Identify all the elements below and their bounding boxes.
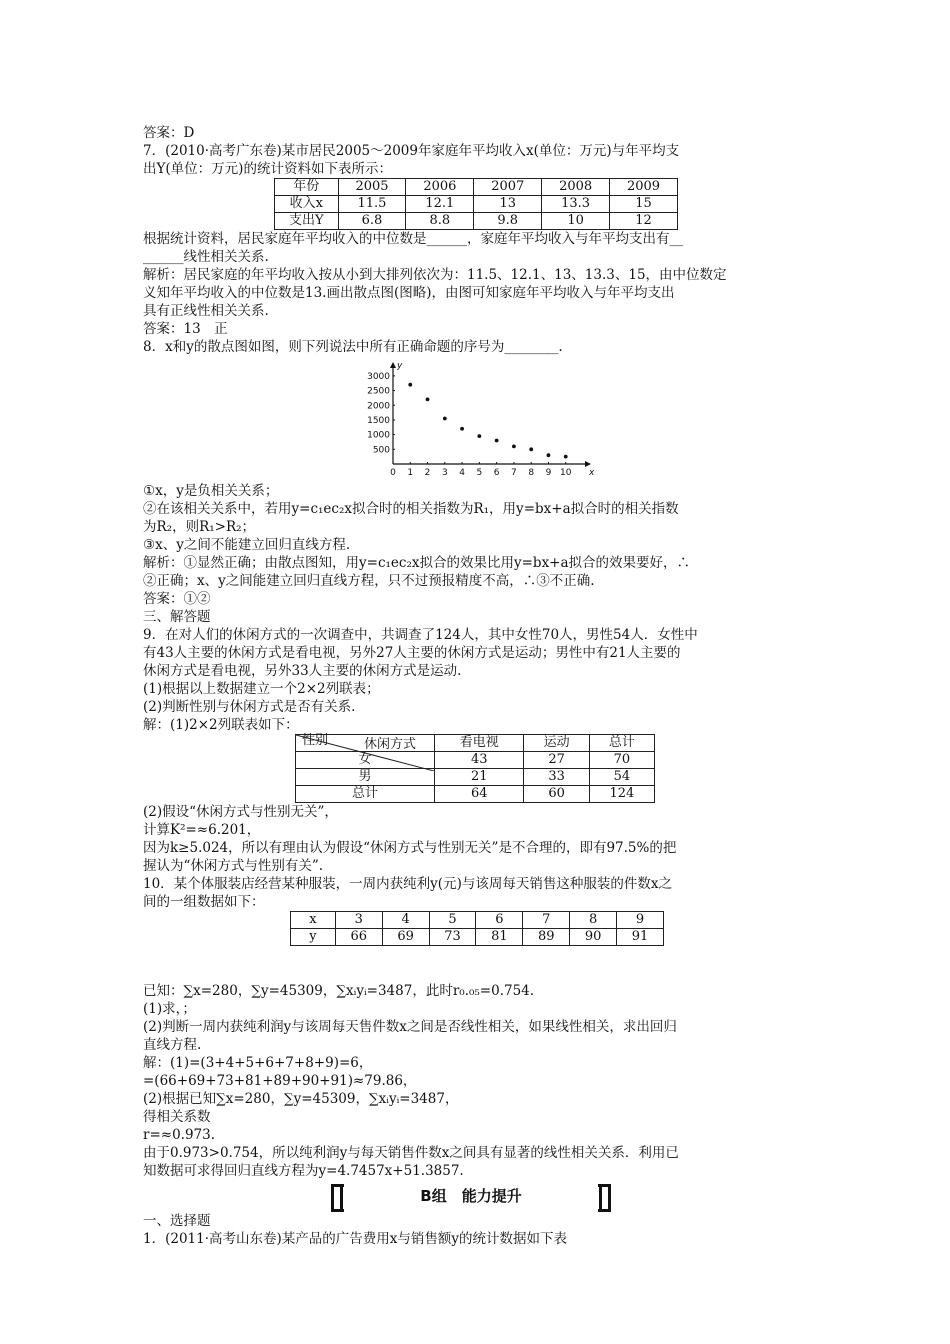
text-line: 得相关系数 (143, 1109, 211, 1125)
scatter-point (460, 427, 464, 431)
text-line: 解析：居民家庭的年平均收入按从小到大排列依次为：11.5、12.1、13、13.3、15，由中位数定 (143, 267, 727, 283)
table-cell: 运动 (524, 735, 589, 752)
table-cell: 8 (570, 912, 617, 929)
x-tick-label: 10 (560, 468, 572, 478)
table-cell: 3 (335, 912, 382, 929)
y-tick-label: 500 (372, 445, 390, 456)
text-line: 知数据可求得回归直线方程为y=4.7457x+51.3857. (143, 1163, 464, 1179)
table-cell: x (291, 912, 336, 929)
scatter-point (443, 417, 447, 421)
scatter-point (547, 453, 551, 457)
table-cell: 8.8 (406, 213, 474, 230)
text-line: 间的一组数据如下： (143, 894, 265, 910)
text-line: (2)判断性别与休闲方式是否有关系. (143, 699, 356, 715)
text-line: 答案：D (143, 125, 195, 141)
x-tick-label: 4 (459, 468, 465, 478)
table-cell: 7 (523, 912, 570, 929)
table-cell: 5 (429, 912, 476, 929)
table-cell: 6 (476, 912, 523, 929)
scatter-point (495, 439, 499, 443)
x-tick-label: 0 (390, 468, 396, 478)
y-tick-label: 1500 (367, 415, 390, 426)
table-cell: 收入x (275, 196, 339, 213)
text-line: ①x，y是负相关关系； (143, 483, 279, 499)
table-cell: 4 (382, 912, 429, 929)
table-cell: 15 (610, 196, 678, 213)
table-cell: 124 (589, 786, 654, 803)
table-cell: 男 (296, 769, 435, 786)
y-axis-label: y (397, 361, 403, 371)
text-line: (2)判断一周内获纯利润y与该周每天售件数x之间是否线性相关，如果线性相关，求出回归 (143, 1019, 677, 1035)
corner-label-bottom: 性别 (302, 733, 329, 748)
text-line: (2)假设“休闲方式与性别无关”， (143, 804, 338, 820)
text-line: 因为k≥5.024，所以有理由认为假设“休闲方式与性别无关”是不合理的，即有97.5%的把 (143, 840, 677, 856)
y-tick-label: 1000 (367, 430, 390, 441)
banner-bracket-left (331, 1184, 344, 1212)
table-cell: 9 (617, 912, 664, 929)
table-cell: 60 (524, 786, 589, 803)
text-line: ③x、y之间不能建立回归直线方程. (143, 537, 351, 553)
text-line: ②在该相关关系中，若用y=c₁ec₂x拟合时的相关指数为R₁，用y=bx+a拟合时的相关指数 (143, 501, 679, 517)
text-line: 1．(2011·高考山东卷)某产品的广告费用x与销售额y的统计数据如下表 (143, 1231, 568, 1247)
x-tick-label: 6 (493, 468, 500, 478)
x-tick-label: 8 (528, 468, 535, 478)
table-cell: 11.5 (338, 196, 406, 213)
table-cell: 69 (382, 929, 429, 946)
text-line: r=≈0.973. (143, 1127, 216, 1143)
table-cell: 看电视 (435, 735, 524, 752)
table-row (275, 213, 678, 230)
text-line: 休闲方式是看电视，另外33人主要的休闲方式是运动. (143, 663, 462, 679)
lines-q9 (143, 803, 811, 911)
x-tick-label: 2 (424, 468, 431, 478)
table-cell: 支出Y (275, 213, 339, 230)
table-cell: 总计 (589, 735, 654, 752)
table-row (291, 929, 664, 946)
x-axis-arrow (585, 461, 591, 467)
table-row (296, 769, 655, 786)
lines-q10 (143, 982, 811, 1180)
table-cell: 91 (617, 929, 664, 946)
text-line: 直线方程. (143, 1037, 202, 1053)
text-line: 具有正线性相关关系. (143, 303, 269, 319)
lines-top (143, 124, 811, 178)
table-cell: 总计 (296, 786, 435, 803)
y-tick-label: 2000 (367, 401, 390, 412)
table-cell: 12.1 (406, 196, 474, 213)
lines-q8 (143, 482, 811, 734)
lines-q7 (143, 230, 811, 356)
y-axis-arrow (390, 362, 396, 368)
table-cell: 年份 (275, 179, 339, 196)
table-cell: 10 (542, 213, 610, 230)
text-line: 10．某个体服装店经营某种服装，一周内获纯利y(元)与该周每天销售这种服装的件数x之 (143, 876, 672, 892)
y-tick-label: 3000 (367, 371, 390, 382)
y-tick-label: 2500 (367, 386, 390, 397)
text-line: 握认为“休闲方式与性别有关”. (143, 858, 324, 874)
text-line: 8．x和y的散点图如图，则下列说法中所有正确命题的序号为________. (143, 339, 563, 355)
banner-bracket-right (598, 1184, 611, 1212)
text-line: 答案：①② (143, 591, 211, 607)
text-line: (2)根据已知∑x=280，∑y=45309，∑xᵢyᵢ=3487， (143, 1091, 459, 1107)
lines-bottom (143, 1212, 811, 1248)
table-row (275, 179, 678, 196)
text-line: 9．在对人们的休闲方式的一次调查中，共调查了124人，其中女性70人，男性54人．女性中 (143, 627, 698, 643)
text-line: 一、选择题 (143, 1213, 211, 1229)
text-line: 由于0.973>0.754，所以纯利润y与每天销售件数x之间具有显著的线性相关关系．利用已 (143, 1145, 679, 1161)
text-line: (1)根据以上数据建立一个2×2列联表； (143, 681, 380, 697)
table-cell: 6.8 (338, 213, 406, 230)
table-cell: 12 (610, 213, 678, 230)
table-cell: 13.3 (542, 196, 610, 213)
table-cell: 54 (589, 769, 654, 786)
table-cell: 70 (589, 752, 654, 769)
table-cell: y (291, 929, 336, 946)
scatter-point (529, 447, 533, 451)
income-expense-table (274, 178, 678, 230)
text-line: 已知：∑x=280，∑y=45309，∑xᵢyᵢ=3487，此时r₀.₀₅=0.754. (143, 983, 535, 999)
text-line: 出Y(单位：万元)的统计资料如下表所示： (143, 161, 392, 177)
table-cell: 2008 (542, 179, 610, 196)
text-line: 三、解答题 (143, 609, 211, 625)
document-page (143, 124, 811, 1248)
table-row (296, 735, 655, 752)
scatter-point (564, 455, 568, 459)
x-axis-label: x (589, 468, 595, 478)
text-line: 有43人主要的休闲方式是看电视，另外27人主要的休闲方式是运动；男性中有21人主要的 (143, 645, 681, 661)
x-tick-label: 3 (441, 468, 448, 478)
spacer (143, 946, 811, 982)
table-cell: 89 (523, 929, 570, 946)
table-cell: 21 (435, 769, 524, 786)
contingency-table (295, 734, 655, 803)
table-cell: 27 (524, 752, 589, 769)
section-banner (331, 1184, 611, 1208)
text-line: 解：(1)=(3+4+5+6+7+8+9)=6， (143, 1055, 373, 1071)
table-cell: 13 (474, 196, 542, 213)
scatter-point (477, 434, 481, 438)
scatter-point (426, 397, 430, 401)
table-cell: 33 (524, 769, 589, 786)
table-row (296, 786, 655, 803)
table-cell: 2007 (474, 179, 542, 196)
text-line: 解：(1)2×2列联表如下： (143, 717, 299, 733)
x-tick-label: 9 (545, 468, 552, 478)
scatter-point (512, 444, 516, 448)
x-tick-label: 7 (511, 468, 517, 478)
text-line: 答案：13 正 (143, 321, 228, 337)
text-line: 义知年平均收入的中位数是13.画出散点图(图略)，由图可知家庭年平均收入与年平均支出 (143, 285, 675, 301)
text-line: 计算K²=≈6.201， (143, 822, 261, 838)
table-cell: 90 (570, 929, 617, 946)
text-line: =(66+69+73+81+89+90+91)≈79.86， (143, 1073, 417, 1089)
table-cell: 女 (296, 752, 435, 769)
table-cell: 2005 (338, 179, 406, 196)
text-line: ②正确；x、y之间能建立回归直线方程，只不过预报精度不高，∴③不正确. (143, 573, 595, 589)
corner-label-top: 休闲方式 (363, 737, 416, 752)
text-line: 根据统计资料，居民家庭年平均收入的中位数是______，家庭年平均收入与年平均支出有__ (143, 231, 683, 247)
diagonal-header-cell (296, 735, 435, 752)
text-line: (1)求，； (143, 1001, 196, 1017)
table-cell: 73 (429, 929, 476, 946)
scatter-svg (355, 360, 595, 480)
table-row (275, 196, 678, 213)
table-cell: 43 (435, 752, 524, 769)
table-cell: 9.8 (474, 213, 542, 230)
scatter-chart (355, 360, 595, 480)
sales-profit-table (290, 911, 664, 946)
table-cell: 66 (335, 929, 382, 946)
scatter-point (408, 383, 412, 387)
banner-title: B组 能力提升 (420, 1187, 522, 1205)
x-tick-label: 1 (407, 468, 414, 478)
table-cell: 81 (476, 929, 523, 946)
table-cell: 2006 (406, 179, 474, 196)
text-line: 7．(2010·高考广东卷)某市居民2005～2009年家庭年平均收入x(单位：万元)与年平均支 (143, 143, 680, 159)
table-cell: 64 (435, 786, 524, 803)
text-line: 为R₂，则R₁>R₂； (143, 519, 256, 535)
text-line: 解析：①显然正确；由散点图知，用y=c₁ec₂x拟合的效果比用y=bx+a拟合的效果要好，∴ (143, 555, 691, 571)
text-line: ______线性相关关系. (143, 249, 269, 265)
table-cell: 2009 (610, 179, 678, 196)
x-tick-label: 5 (476, 468, 483, 478)
table-row (291, 912, 664, 929)
